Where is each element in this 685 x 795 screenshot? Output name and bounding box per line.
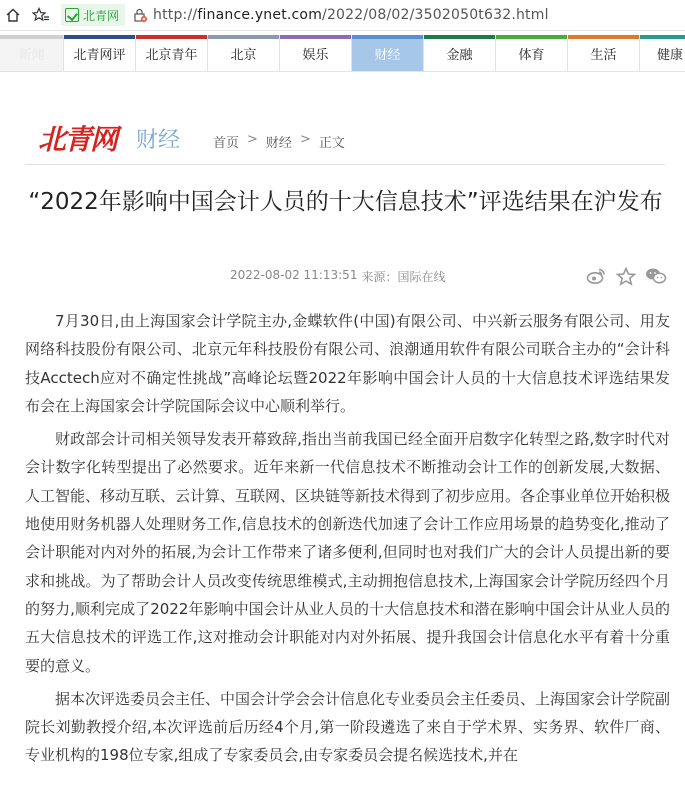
nav-label: 娱乐	[302, 47, 329, 63]
channel-name[interactable]: 财经	[136, 128, 181, 153]
nav-item-news[interactable]	[0, 35, 64, 71]
site-security-chip[interactable]	[61, 4, 125, 26]
site-chip-label: 北青网	[83, 8, 120, 23]
url-prefix: http://	[153, 7, 198, 23]
article-paragraph: 财政部会计司相关领导发表开幕致辞,指出当前我国已经全面开启数字化转型之路,数字时代对会计数字化转型提出了必然要求。近年来新一代信息技术不断推动会计工作的创新发展,大数据、人工智能、移动互联、云计算、互联网、区块链等新技术得到了初步应用。各企事业单位开始积极地使用财务机器人处理财务工作,信息技术的创新迭代加速了会计工作应用场景的趋势变化,推动了会计职能对内对外的拓展,为会计工作带来了诸多便利,但同时也对我们广大的会计人员提出新的要求和挑战。为了帮助会计人员改变传统思维模式,主动拥抱信息技术,上海国家会计学院历经四个月的努力,顺利完成了2022年影响中国会计从业人员的十大信息技术和潜在影响中国会计从业人员的五大信息技术的评选工作,这对推动会计职能对内对外拓展、提升我国会计信息化水平有着十分重要的意义。	[25, 430, 671, 675]
favorite-star-icon[interactable]	[615, 265, 637, 287]
wechat-icon[interactable]	[645, 265, 667, 287]
nav-item-beijing[interactable]	[208, 35, 280, 71]
breadcrumb-section[interactable]: 财经	[265, 136, 292, 151]
breadcrumb-home[interactable]: 首页	[213, 136, 240, 151]
nav-item-health[interactable]	[640, 35, 685, 71]
article-title: “2022年影响中国会计人员的十大信息技术”评选结果在沪发布	[28, 189, 663, 215]
nav-divider	[0, 71, 685, 72]
article-paragraph: 7月30日,由上海国家会计学院主办,金蝶软件(中国)有限公司、中兴新云服务有限公司、用友网络科技股份有限公司、北京元年科技股份有限公司、浪潮通用软件有限公司联合主办的“会计科技Acctech应对不确定性挑战”高峰论坛暨2022年影响中国会计人员的十大信息技术评选结果发布会在上海国家会计学院国际会议中心顺利举行。	[25, 312, 670, 415]
nav-label: 新闻	[18, 47, 45, 63]
article-source: 国际在线	[397, 270, 446, 284]
nav-label: 金融	[446, 47, 473, 63]
nav-item-banking[interactable]	[424, 35, 496, 71]
browser-address-bar	[0, 0, 685, 31]
nav-label: 体育	[518, 47, 545, 63]
article-datetime: 2022-08-02 11:13:51	[230, 268, 358, 282]
header-divider	[25, 164, 665, 165]
ynet-logo[interactable]: 北青网	[38, 123, 117, 156]
channel-nav	[0, 35, 685, 71]
url-host: finance.ynet.com	[197, 7, 323, 23]
weibo-icon[interactable]	[585, 265, 607, 287]
nav-item-finance[interactable]	[352, 35, 424, 71]
nav-item-entertainment[interactable]	[280, 35, 352, 71]
nav-item-life[interactable]	[568, 35, 640, 71]
share-buttons	[585, 265, 667, 287]
nav-label: 北京	[230, 47, 257, 63]
insecure-lock-icon[interactable]	[131, 3, 149, 27]
nav-label: 健康	[656, 47, 683, 63]
url-path: /2022/08/02/3502050t632.html	[322, 7, 549, 23]
nav-item-sports[interactable]	[496, 35, 568, 71]
nav-label: 财经	[374, 47, 401, 63]
verified-check-icon	[65, 8, 79, 22]
breadcrumb	[213, 132, 345, 151]
nav-label: 生活	[590, 47, 617, 63]
nav-label: 北青网评	[73, 47, 126, 63]
nav-item-beijing-youth[interactable]	[136, 35, 208, 71]
source-label: 来源：	[361, 270, 398, 284]
nav-label: 北京青年	[145, 47, 198, 63]
article-paragraph: 据本次评选委员会主任、中国会计学会会计信息化专业委员会主任委员、上海国家会计学院副院长刘勤教授介绍,本次评选前后历经4个月,第一阶段遴选了来自于学术界、实务界、软件厂商、专业机构的198位专家,组成了专家委员会,由专家委员会提名候选技术,并在	[25, 689, 671, 765]
home-icon[interactable]	[1, 3, 25, 27]
breadcrumb-separator: >	[299, 132, 311, 147]
url-field[interactable]	[153, 7, 549, 23]
nav-item-beiqing-comment[interactable]	[64, 35, 136, 71]
breadcrumb-separator: >	[247, 132, 258, 147]
breadcrumb-current: 正文	[318, 136, 345, 151]
article-meta	[230, 268, 445, 285]
article-body	[25, 307, 670, 775]
favorites-star-icon[interactable]	[29, 3, 53, 27]
